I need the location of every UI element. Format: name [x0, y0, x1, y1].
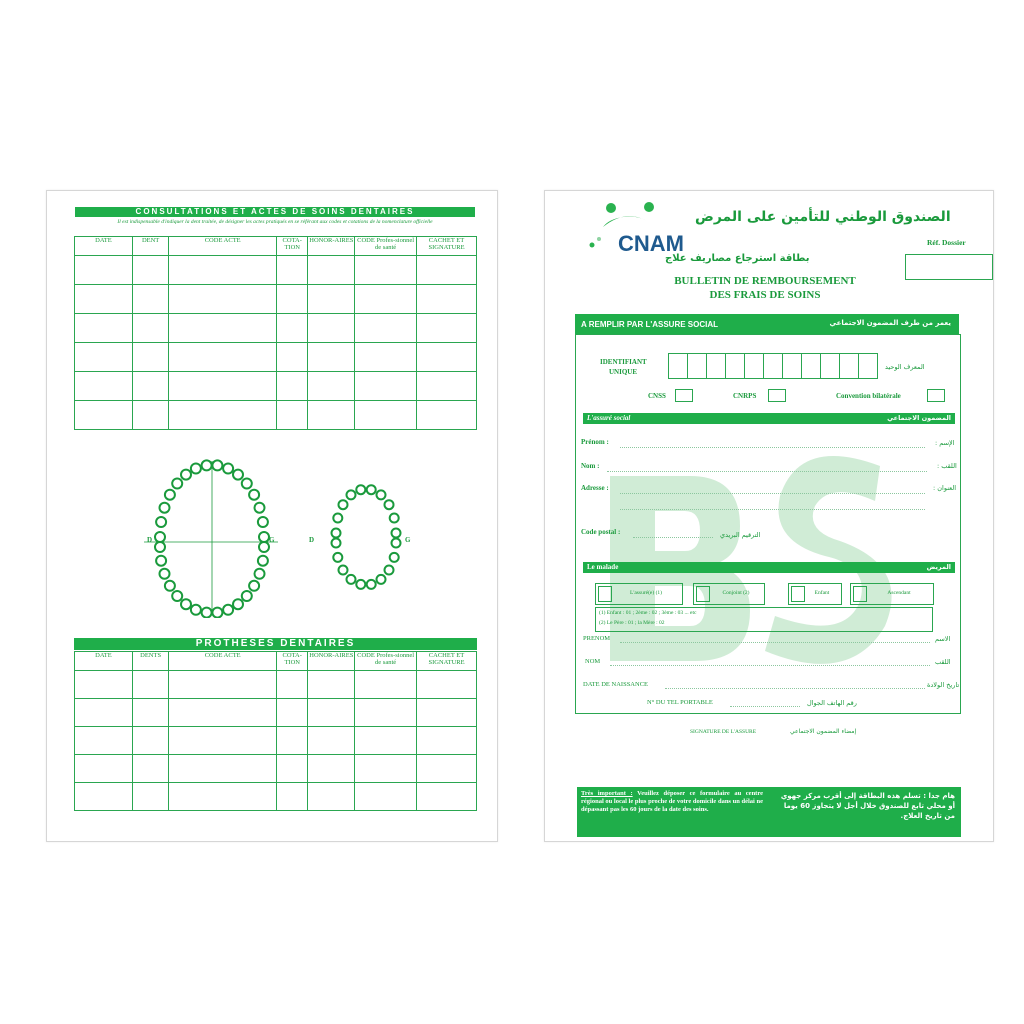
table-cell[interactable]: [355, 256, 417, 285]
table-cell[interactable]: [417, 727, 477, 755]
table-cell[interactable]: [169, 671, 277, 699]
protheses-title-bar: PROTHESES DENTAIRES: [74, 638, 477, 650]
enfant-rank-line: (1) Enfant : 01 ; 2ème : 02 ; 3ème : 03 ... etc: [599, 610, 697, 616]
tooth[interactable]: [172, 591, 182, 601]
table-cell[interactable]: [75, 727, 133, 755]
identifiant-digit-box[interactable]: [763, 353, 783, 379]
cnrps-checkbox[interactable]: [768, 389, 786, 402]
table-cell[interactable]: [132, 343, 169, 372]
identifiant-label-2: UNIQUE: [609, 368, 638, 376]
table-cell[interactable]: [308, 401, 355, 430]
assure-bar-fr: A REMPLIR PAR L'ASSURE SOCIAL: [581, 320, 719, 329]
table-row: [75, 671, 477, 699]
table-cell[interactable]: [75, 755, 133, 783]
tooth[interactable]: [333, 514, 342, 523]
convention-checkbox[interactable]: [927, 389, 945, 402]
table-cell[interactable]: [276, 727, 307, 755]
table-cell[interactable]: [355, 783, 417, 811]
tooth[interactable]: [191, 464, 201, 474]
table-cell[interactable]: [355, 401, 417, 430]
tooth[interactable]: [392, 529, 401, 538]
table-header-cell: DENT: [132, 237, 169, 256]
malade-type-checkbox[interactable]: [598, 586, 612, 602]
table-cell[interactable]: [417, 343, 477, 372]
important-notice: [577, 787, 961, 837]
identifiant-digit-box[interactable]: [858, 353, 878, 379]
identifiant-digit-box[interactable]: [820, 353, 840, 379]
tooth[interactable]: [356, 485, 365, 494]
prenom-field[interactable]: [620, 447, 925, 448]
cnam-logo-text: CNAM: [618, 231, 684, 256]
table-cell[interactable]: [75, 699, 133, 727]
malade-type-label: Conjoint (2): [722, 590, 750, 596]
assure-social-subbar: [583, 413, 955, 424]
table-cell[interactable]: [169, 755, 277, 783]
adresse-label: Adresse :: [581, 484, 609, 492]
table-header-cell: DATE: [75, 237, 133, 256]
table-cell[interactable]: [417, 285, 477, 314]
table-cell[interactable]: [355, 671, 417, 699]
tooth[interactable]: [212, 460, 222, 470]
table-cell[interactable]: [75, 314, 133, 343]
tooth[interactable]: [367, 485, 376, 494]
adresse-ar-label: العنوان :: [933, 484, 957, 492]
table-cell[interactable]: [132, 256, 169, 285]
table-cell[interactable]: [75, 783, 133, 811]
table-cell[interactable]: [308, 727, 355, 755]
table-header-cell: COTA-TION: [276, 652, 307, 671]
tooth[interactable]: [191, 605, 201, 615]
important-notice-ar: هام جدا : تسلم هذه البطاقة إلى أقرب مركز جهوي أو محلي تابع للصندوق خلال أجل لا يتجاوز 60 يوما من تاريخ العلاج.: [780, 792, 955, 820]
table-cell[interactable]: [355, 755, 417, 783]
important-label: Très important :: [581, 790, 633, 797]
table-cell[interactable]: [308, 256, 355, 285]
identifiant-digit-box[interactable]: [839, 353, 859, 379]
cnss-checkbox[interactable]: [675, 389, 693, 402]
ref-dossier-label: Réf. Dossier: [927, 238, 966, 247]
table-header-cell: HONOR-AIRES: [308, 237, 355, 256]
tooth[interactable]: [339, 500, 348, 509]
tooth[interactable]: [155, 542, 165, 552]
table-cell[interactable]: [308, 372, 355, 401]
tooth[interactable]: [165, 490, 175, 500]
table-cell[interactable]: [308, 699, 355, 727]
table-header-cell: CACHET ET SIGNATURE: [417, 652, 477, 671]
tooth[interactable]: [160, 569, 170, 579]
adresse-field-2[interactable]: [620, 509, 925, 510]
tooth[interactable]: [156, 556, 166, 566]
tooth[interactable]: [181, 599, 191, 609]
table-cell[interactable]: [417, 783, 477, 811]
table-cell[interactable]: [132, 314, 169, 343]
form-title-line-1: BULLETIN DE REMBOURSEMENT: [674, 275, 856, 287]
malade-type-checkbox[interactable]: [791, 586, 805, 602]
adult-dental-chart: [142, 453, 282, 618]
table-cell[interactable]: [308, 783, 355, 811]
table-cell[interactable]: [276, 401, 307, 430]
table-cell[interactable]: [132, 285, 169, 314]
table-row: [75, 401, 477, 430]
table-cell[interactable]: [308, 343, 355, 372]
signature-area[interactable]: [685, 739, 885, 779]
tooth[interactable]: [223, 464, 233, 474]
tooth[interactable]: [202, 460, 212, 470]
tooth[interactable]: [392, 539, 401, 548]
nom-ar-label: اللقب :: [937, 462, 957, 470]
tooth[interactable]: [233, 599, 243, 609]
table-row: [75, 343, 477, 372]
tooth[interactable]: [249, 581, 259, 591]
table-cell[interactable]: [417, 755, 477, 783]
prenom2-ar-label: الاسم: [935, 635, 951, 643]
malade-type-option[interactable]: [850, 583, 934, 605]
child-dental-chart: [321, 481, 411, 596]
signature-ar-label: إمضاء المضمون الاجتماعي: [790, 728, 857, 735]
tooth[interactable]: [333, 553, 342, 562]
reimbursement-form-page: [544, 190, 994, 842]
prenom-ar-label: الإسم :: [935, 439, 955, 447]
consultations-note: Il est indispensable d'indiquer la dent traitée, de désigner les actes pratiqués en se référant aux codes et cotations de la nomenclature officielle: [117, 219, 433, 225]
parent-rank-line: (2) Le Père : 01 ; la Mère : 02: [599, 620, 665, 626]
table-cell[interactable]: [75, 256, 133, 285]
table-cell[interactable]: [132, 699, 169, 727]
convention-label: Convention bilatérale: [836, 392, 901, 400]
tooth[interactable]: [233, 470, 243, 480]
arabic-form-title: بطاقة استرجاع مصاريف علاج: [665, 253, 810, 264]
table-cell[interactable]: [276, 256, 307, 285]
table-header-cell: HONOR-AIRES: [308, 652, 355, 671]
form-title-line-2: DES FRAIS DE SOINS: [709, 289, 821, 301]
tooth[interactable]: [258, 556, 268, 566]
table-cell[interactable]: [276, 343, 307, 372]
table-header-cell: CODE Profes-sionnel de santé: [355, 652, 417, 671]
assure-social-fr: L'assuré social: [587, 414, 631, 422]
tooth[interactable]: [255, 569, 265, 579]
tooth[interactable]: [202, 608, 212, 618]
important-text: Veuillez déposer ce formulaire au centre régional ou local le plus proche de votre domicile dans un délai ne dépassant pas les 60 jours de la date des soins.: [581, 790, 764, 813]
table-cell[interactable]: [169, 783, 277, 811]
arabic-organization-name: الصندوق الوطني للتأمين على المرض: [695, 209, 951, 225]
malade-ar: المريض: [926, 563, 951, 571]
table-cell[interactable]: [132, 372, 169, 401]
table-cell[interactable]: [75, 285, 133, 314]
adult-chart-left-label: G: [269, 536, 275, 544]
identifiant-digit-box[interactable]: [744, 353, 764, 379]
tooth[interactable]: [255, 503, 265, 513]
table-cell[interactable]: [169, 699, 277, 727]
malade-fr: Le malade: [587, 563, 619, 571]
table-cell[interactable]: [75, 372, 133, 401]
malade-type-option[interactable]: [595, 583, 683, 605]
table-cell[interactable]: [132, 783, 169, 811]
protheses-table: [74, 651, 477, 811]
table-cell[interactable]: [355, 343, 417, 372]
tooth[interactable]: [181, 470, 191, 480]
table-header-cell: CACHET ET SIGNATURE: [417, 237, 477, 256]
tooth[interactable]: [172, 479, 182, 489]
tooth[interactable]: [165, 581, 175, 591]
table-row: [75, 372, 477, 401]
table-cell[interactable]: [169, 401, 277, 430]
table-cell[interactable]: [75, 343, 133, 372]
table-row: [75, 755, 477, 783]
tel-label: N° DU TEL PORTABLE: [647, 699, 713, 706]
table-cell[interactable]: [75, 401, 133, 430]
table-cell[interactable]: [169, 343, 277, 372]
tooth[interactable]: [242, 591, 252, 601]
assure-social-ar: المضمون الاجتماعي: [887, 414, 951, 422]
consultations-title-bar: CONSULTATIONS ET ACTES DE SOINS DENTAIRES: [75, 207, 475, 217]
malade-subbar: [583, 562, 955, 573]
tooth[interactable]: [367, 580, 376, 589]
child-chart-left-label: G: [405, 536, 411, 544]
table-cell[interactable]: [169, 372, 277, 401]
prenom2-field[interactable]: [620, 642, 930, 643]
malade-type-checkbox[interactable]: [696, 586, 710, 602]
table-row: [75, 783, 477, 811]
identifiant-digit-box[interactable]: [725, 353, 745, 379]
tooth[interactable]: [223, 605, 233, 615]
table-header-cell: CODE ACTE: [169, 652, 277, 671]
cnss-label: CNSS: [648, 392, 666, 400]
tooth[interactable]: [390, 553, 399, 562]
identifiant-digit-box[interactable]: [706, 353, 726, 379]
tooth[interactable]: [385, 566, 394, 575]
tooth[interactable]: [258, 517, 268, 527]
child-upper-arch: [332, 485, 401, 537]
malade-type-checkbox[interactable]: [853, 586, 867, 602]
table-cell[interactable]: [169, 727, 277, 755]
table-cell[interactable]: [308, 314, 355, 343]
table-cell[interactable]: [308, 671, 355, 699]
consultations-table: [74, 236, 477, 430]
table-cell[interactable]: [417, 699, 477, 727]
identifiant-digit-box[interactable]: [668, 353, 688, 379]
table-cell[interactable]: [132, 671, 169, 699]
malade-type-label: L'assuré(e) (1): [630, 590, 662, 596]
naissance-ar-label: تاريخ الولادة: [927, 681, 960, 689]
tooth[interactable]: [385, 500, 394, 509]
table-row: [75, 314, 477, 343]
adult-chart-right-label: D: [147, 536, 153, 544]
tooth[interactable]: [347, 575, 356, 584]
table-row: [75, 256, 477, 285]
table-cell[interactable]: [169, 256, 277, 285]
table-cell[interactable]: [308, 755, 355, 783]
table-cell[interactable]: [276, 671, 307, 699]
tooth[interactable]: [347, 490, 356, 499]
cnrps-label: CNRPS: [733, 392, 757, 400]
table-cell[interactable]: [355, 285, 417, 314]
table-cell[interactable]: [276, 699, 307, 727]
tooth[interactable]: [156, 517, 166, 527]
tooth[interactable]: [332, 529, 341, 538]
tooth[interactable]: [160, 503, 170, 513]
table-cell[interactable]: [417, 372, 477, 401]
dental-care-page: [46, 190, 498, 842]
table-row: [75, 285, 477, 314]
naissance-field[interactable]: [665, 688, 925, 689]
table-cell[interactable]: [355, 314, 417, 343]
table-cell[interactable]: [417, 314, 477, 343]
table-cell[interactable]: [132, 401, 169, 430]
malade-type-label: Ascendant: [887, 590, 911, 596]
prenom2-label: PRENOM: [583, 635, 611, 642]
tel-field[interactable]: [730, 706, 800, 707]
malade-type-option[interactable]: [693, 583, 765, 605]
identifiant-digit-box[interactable]: [687, 353, 707, 379]
table-cell[interactable]: [417, 401, 477, 430]
protheses-header-row: [75, 652, 477, 671]
table-cell[interactable]: [355, 372, 417, 401]
table-cell[interactable]: [308, 285, 355, 314]
table-cell[interactable]: [75, 671, 133, 699]
tooth[interactable]: [249, 490, 259, 500]
code-postal-field[interactable]: [633, 537, 713, 538]
table-cell[interactable]: [276, 314, 307, 343]
code-postal-label: Code postal :: [581, 528, 621, 536]
table-cell[interactable]: [276, 783, 307, 811]
tooth[interactable]: [377, 490, 386, 499]
tooth[interactable]: [356, 580, 365, 589]
table-row: [75, 699, 477, 727]
table-cell[interactable]: [276, 372, 307, 401]
child-lower-arch: [332, 539, 401, 589]
malade-type-label: Enfant: [814, 590, 830, 596]
table-cell[interactable]: [355, 727, 417, 755]
important-notice-fr: [581, 790, 763, 814]
table-header-cell: CODE ACTE: [169, 237, 277, 256]
nom2-ar-label: اللقب: [935, 658, 951, 666]
identifiant-label-1: IDENTIFIANT: [600, 358, 647, 366]
table-cell[interactable]: [276, 285, 307, 314]
tooth[interactable]: [339, 566, 348, 575]
assure-bar-ar: يعمر من طرف المضمون الاجتماعي: [829, 319, 951, 327]
table-cell[interactable]: [276, 755, 307, 783]
tel-ar-label: رقم الهاتف الجوال: [807, 699, 857, 707]
nom-label: Nom :: [581, 462, 600, 470]
table-row: [75, 727, 477, 755]
table-cell[interactable]: [417, 671, 477, 699]
tooth[interactable]: [377, 575, 386, 584]
identifiant-digit-box[interactable]: [801, 353, 821, 379]
table-cell[interactable]: [355, 699, 417, 727]
table-cell[interactable]: [169, 285, 277, 314]
table-header-cell: DENTS: [132, 652, 169, 671]
table-cell[interactable]: [169, 314, 277, 343]
tooth[interactable]: [155, 532, 165, 542]
identifiant-ar-label: المعرف الوحيد: [885, 363, 925, 371]
table-header-cell: CODE Profes-sionnel de santé: [355, 237, 417, 256]
tooth[interactable]: [390, 514, 399, 523]
consultations-header-row: [75, 237, 477, 256]
child-chart-right-label: D: [309, 536, 315, 544]
code-postal-ar-label: الترقيم البريدي: [720, 531, 761, 539]
naissance-label: DATE DE NAISSANCE: [583, 681, 648, 688]
tooth[interactable]: [259, 532, 269, 542]
malade-type-option[interactable]: [788, 583, 842, 605]
adresse-field-1[interactable]: [620, 493, 925, 494]
table-cell[interactable]: [417, 256, 477, 285]
signature-label: SIGNATURE DE L'ASSURE: [690, 729, 757, 735]
nom2-field[interactable]: [610, 665, 930, 666]
tooth[interactable]: [332, 539, 341, 548]
table-cell[interactable]: [132, 727, 169, 755]
prenom-label: Prénom :: [581, 438, 609, 446]
table-cell[interactable]: [132, 755, 169, 783]
nom-field[interactable]: [607, 471, 927, 472]
table-header-cell: COTA-TION: [276, 237, 307, 256]
identifiant-digit-box[interactable]: [782, 353, 802, 379]
table-header-cell: DATE: [75, 652, 133, 671]
tooth[interactable]: [242, 479, 252, 489]
tooth[interactable]: [259, 542, 269, 552]
tooth[interactable]: [212, 608, 222, 618]
assure-section-bar: [575, 314, 959, 334]
nom2-label: NOM: [585, 658, 601, 665]
